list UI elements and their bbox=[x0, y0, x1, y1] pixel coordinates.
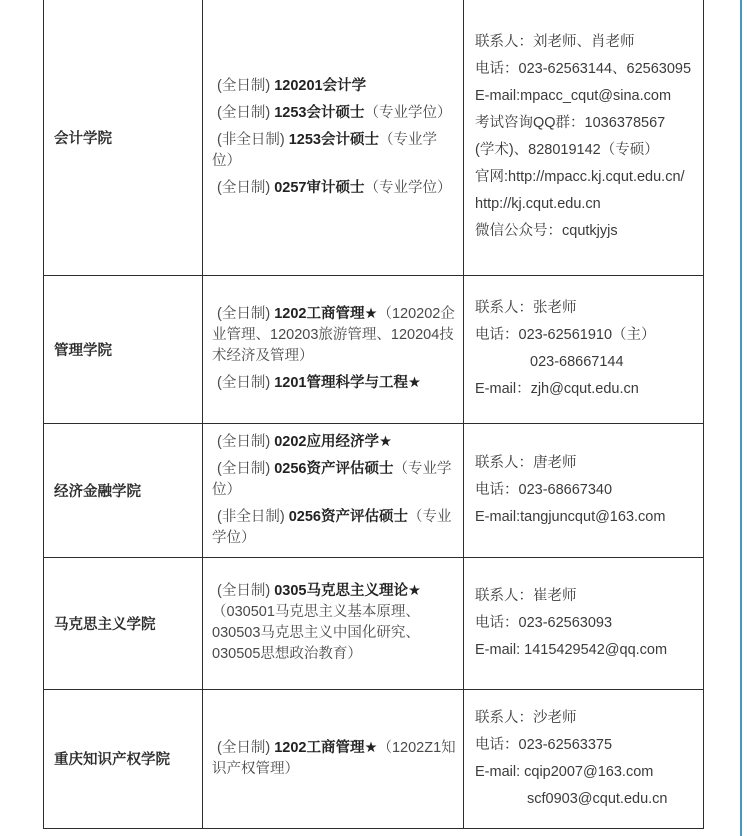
contact-line: 联系人：刘老师、肖老师 bbox=[475, 34, 635, 51]
college-name: 管理学院 bbox=[54, 342, 112, 359]
contact-cell bbox=[464, 557, 704, 689]
program-code-name: 120201会计学 bbox=[274, 77, 367, 94]
contact-line: 官网:http://mpacc.kj.cqut.edu.cn/ bbox=[475, 169, 685, 186]
contact-line: 联系人：沙老师 bbox=[475, 709, 577, 726]
program-code-name: 0256资产评估硕士 bbox=[288, 508, 408, 525]
program-code-name: 1202工商管理★ bbox=[274, 739, 378, 756]
program-entry bbox=[212, 103, 457, 124]
program-note: （专业学位） bbox=[212, 508, 452, 546]
program-entry bbox=[212, 130, 457, 172]
contact-cell bbox=[464, 275, 704, 423]
table-row bbox=[44, 689, 704, 828]
contact-line: scf0903@cqut.edu.cn bbox=[527, 790, 668, 807]
college-name: 马克思主义学院 bbox=[54, 616, 156, 633]
study-mode-label: (全日制) bbox=[217, 583, 275, 599]
study-mode-label: (全日制) bbox=[217, 739, 275, 756]
table-row bbox=[44, 423, 704, 557]
contact-line: 联系人：张老师 bbox=[475, 300, 577, 316]
contact-cell bbox=[464, 689, 704, 828]
contact-line: E-mail: 1415429542@qq.com bbox=[475, 641, 668, 658]
contact-line: 考试咨询QQ群：1036378567 bbox=[475, 115, 666, 132]
contact-line: E-mail：zjh@cqut.edu.cn bbox=[475, 381, 639, 397]
program-note: （专业学位） bbox=[364, 104, 452, 121]
program-entry bbox=[212, 178, 457, 199]
college-name: 重庆知识产权学院 bbox=[54, 752, 170, 768]
program-code-name: 0257审计硕士 bbox=[274, 179, 365, 196]
contact-line: 联系人：崔老师 bbox=[475, 587, 577, 604]
program-note: （专业学位） bbox=[212, 460, 452, 498]
contact-line: (学术)、828019142（专硕） bbox=[475, 142, 659, 159]
table-row bbox=[44, 557, 704, 689]
contact-line: 电话：023-62563375 bbox=[475, 736, 613, 753]
contact-line: http://kj.cqut.edu.cn bbox=[475, 196, 601, 213]
college-name-cell bbox=[44, 275, 203, 423]
admissions-table-body bbox=[44, 0, 704, 828]
college-name-cell bbox=[44, 689, 203, 828]
program-note: （专业学位） bbox=[212, 131, 437, 169]
program-code-name: 0202应用经济学★ bbox=[274, 433, 392, 450]
study-mode-label: (全日制) bbox=[217, 433, 275, 450]
contact-line: E-mail:tangjuncqut@163.com bbox=[475, 508, 666, 525]
program-note: （120202企业管理、120203旅游管理、120204技术经济及管理） bbox=[212, 306, 455, 364]
table-row bbox=[44, 0, 704, 275]
college-name-cell bbox=[44, 557, 203, 689]
program-note: （1202Z1知识产权管理） bbox=[212, 739, 456, 777]
study-mode-label: (全日制) bbox=[217, 375, 275, 391]
program-entry bbox=[212, 507, 457, 549]
program-code-name: 1253会计硕士 bbox=[274, 104, 365, 121]
program-note: （030501马克思主义基本原理、030503马克思主义中国化研究、030505思想政治教育） bbox=[212, 604, 420, 662]
table-row bbox=[44, 275, 704, 423]
right-accent-line bbox=[740, 0, 742, 836]
contact-line: 023-68667144 bbox=[530, 354, 624, 370]
study-mode-label: (全日制) bbox=[217, 179, 275, 196]
program-entry bbox=[212, 581, 457, 665]
study-mode-label: (全日制) bbox=[217, 460, 275, 477]
program-entry bbox=[212, 738, 457, 780]
program-code-name: 1253会计硕士 bbox=[288, 131, 379, 148]
college-name: 会计学院 bbox=[54, 130, 112, 147]
study-mode-label: (非全日制) bbox=[217, 131, 289, 148]
programs-cell bbox=[203, 423, 464, 557]
programs-cell bbox=[203, 557, 464, 689]
study-mode-label: (全日制) bbox=[217, 77, 275, 94]
college-name-cell bbox=[44, 423, 203, 557]
contact-line: 电话：023-68667340 bbox=[475, 481, 613, 498]
program-entry bbox=[212, 304, 457, 367]
program-entry bbox=[212, 432, 457, 453]
study-mode-label: (全日制) bbox=[217, 104, 275, 121]
contact-line: E-mail:mpacc_cqut@sina.com bbox=[475, 88, 672, 105]
programs-cell bbox=[203, 689, 464, 828]
program-code-name: 1201管理科学与工程★ bbox=[274, 375, 421, 391]
study-mode-label: (全日制) bbox=[217, 306, 275, 322]
contact-line: 电话：023-62563093 bbox=[475, 614, 613, 631]
program-entry bbox=[212, 76, 457, 97]
program-entry bbox=[212, 459, 457, 501]
contact-line: 微信公众号：cqutkjyjs bbox=[475, 223, 618, 240]
contact-line: 电话：023-62563144、62563095 bbox=[475, 61, 692, 78]
study-mode-label: (非全日制) bbox=[217, 508, 289, 525]
program-code-name: 0256资产评估硕士 bbox=[274, 460, 394, 477]
contact-cell bbox=[464, 0, 704, 275]
college-name: 经济金融学院 bbox=[54, 483, 141, 500]
program-code-name: 1202工商管理★ bbox=[274, 306, 378, 322]
programs-cell bbox=[203, 275, 464, 423]
programs-cell bbox=[203, 0, 464, 275]
program-note: （专业学位） bbox=[364, 179, 452, 196]
program-entry bbox=[212, 373, 457, 394]
contact-line: E-mail: cqip2007@163.com bbox=[475, 763, 654, 780]
contact-cell bbox=[464, 423, 704, 557]
contact-line: 电话：023-62561910（主） bbox=[475, 327, 656, 343]
contact-line: 联系人：唐老师 bbox=[475, 454, 577, 471]
admissions-table bbox=[43, 0, 704, 829]
college-name-cell bbox=[44, 0, 203, 275]
program-code-name: 0305马克思主义理论★ bbox=[274, 583, 421, 599]
